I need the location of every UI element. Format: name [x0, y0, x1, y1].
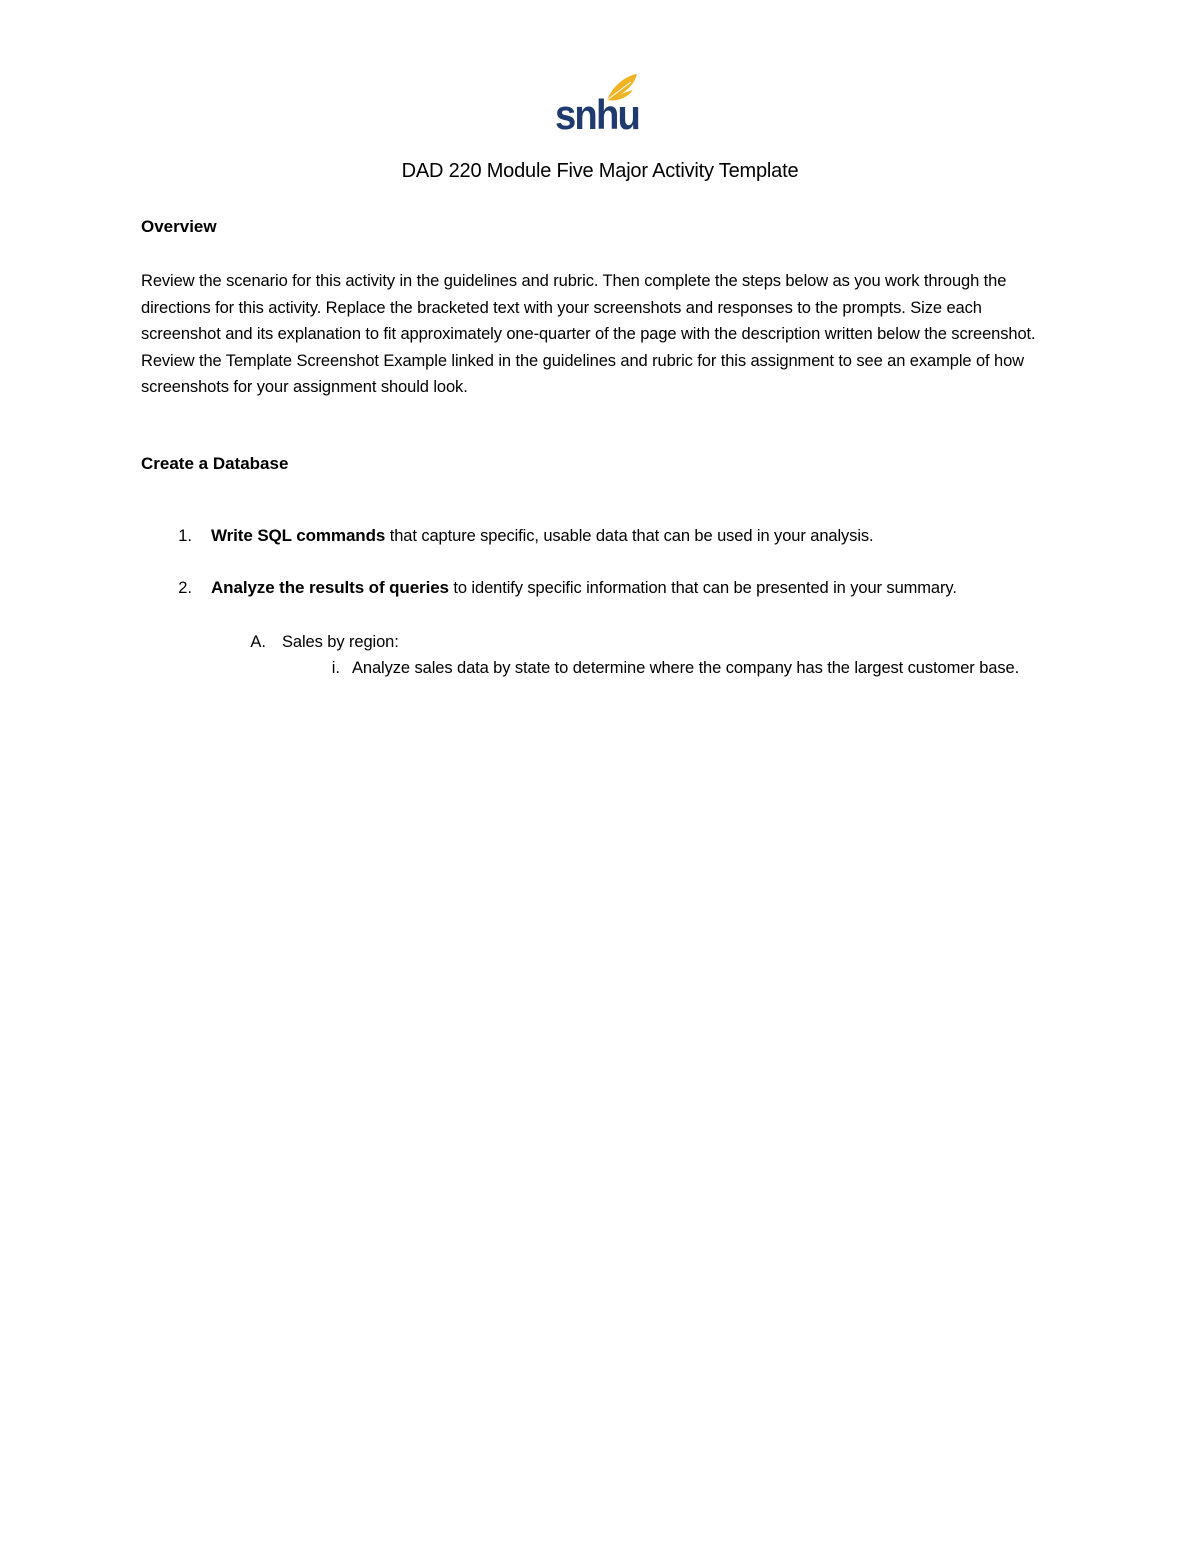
- sub-item-letter: A.: [250, 633, 266, 651]
- sub-sub-item-roman: i.: [331, 659, 340, 677]
- list-item: [211, 575, 1051, 602]
- list-item-text: to identify specific information that can be presented in your summary.: [448, 579, 957, 597]
- list-item-bold-text: Write SQL commands: [211, 526, 386, 545]
- list-item: [211, 523, 1071, 550]
- overview-heading: Overview: [141, 217, 217, 236]
- overview-paragraph: Review the scenario for this activity in the guidelines and rubric. Then complete the steps below as you work through the directions for this activity. Replace the bracketed text with your screenshots and responses to the prompts. Size each screenshot and its explanation to fit approximately one-quarter of the page with the description written below the screenshot. Review the Template Screenshot Example linked in the guidelines and rubric for this assignment to see an example of how screenshots for your assignment should look.: [141, 272, 1036, 396]
- list-item-text: that capture specific, usable data that can be used in your analysis.: [385, 527, 874, 545]
- document-title: DAD 220 Module Five Major Activity Template: [401, 160, 799, 182]
- list-item-number: 2.: [178, 579, 192, 597]
- svg-text:snhu: snhu: [555, 91, 639, 134]
- snhu-logo: [555, 72, 645, 134]
- sub-item-text: Sales by region:: [282, 633, 399, 651]
- list-item-number: 1.: [178, 527, 192, 545]
- create-database-heading: Create a Database: [141, 454, 289, 473]
- list-item-bold-text: Analyze the results of queries: [211, 578, 449, 597]
- sub-sub-item-text: Analyze sales data by state to determine where the company has the largest customer base.: [352, 659, 1020, 677]
